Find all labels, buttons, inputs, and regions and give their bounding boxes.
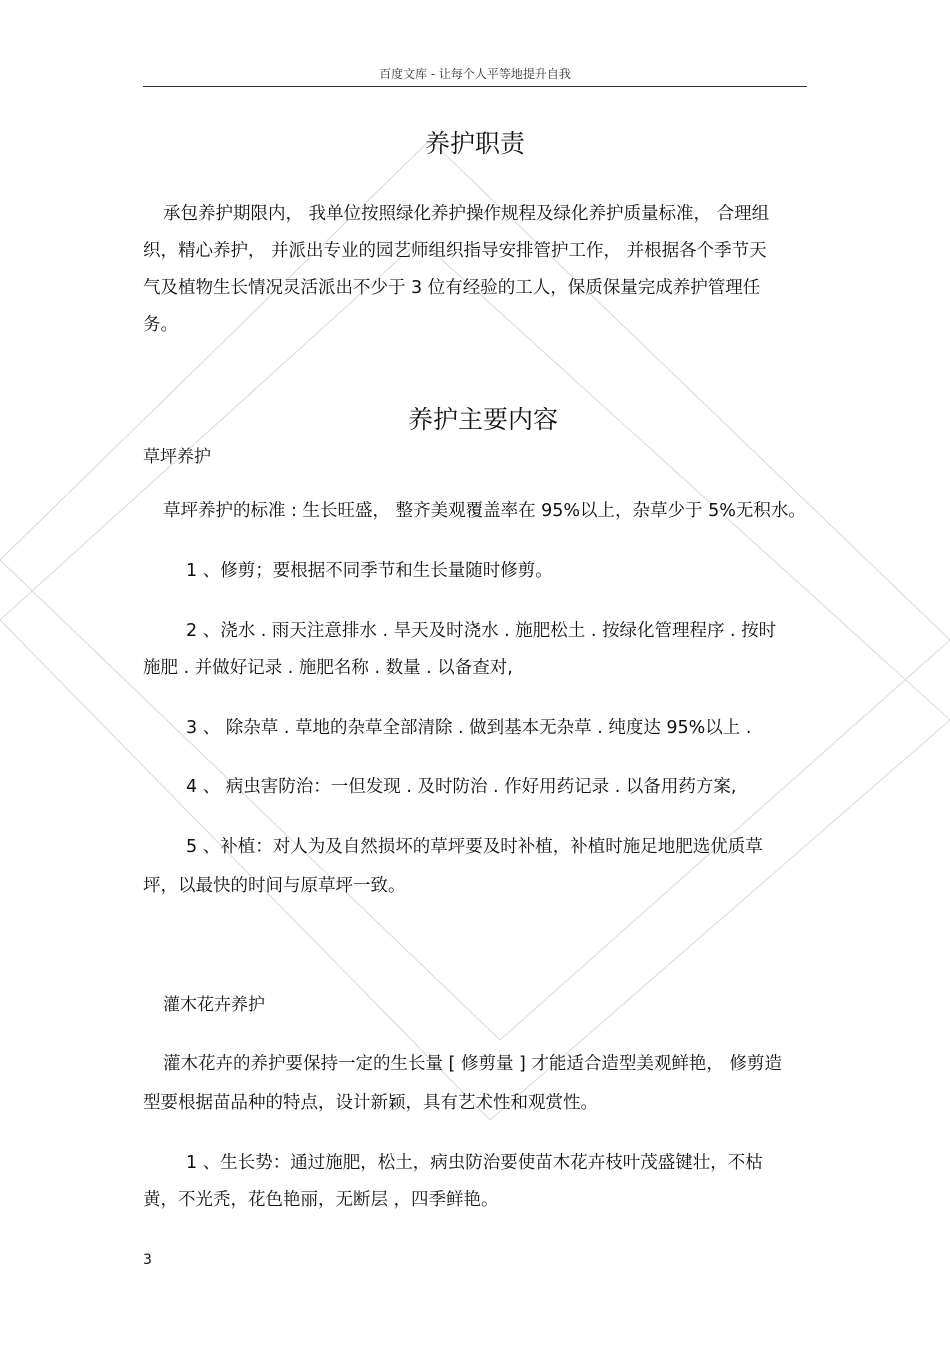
shrub-item-1: 1 、生长势：通过施肥，松土，病虫防治要使苗木花卉枝叶茂盛键壮，不枯 (186, 1153, 763, 1173)
lawn-item-5-cont: 坪，以最快的时间与原草坪一致。 (143, 876, 406, 896)
page-number: 3 (143, 1252, 152, 1268)
lawn-item-3: 3 、 除杂草 . 草地的杂草全部清除 . 做到基本无杂草 . 纯度达 95%以上 . (186, 718, 752, 738)
shrub-heading: 灌木花卉养护 (163, 995, 265, 1015)
lawn-item-1: 1 、修剪；要根据不同季节和生长量随时修剪。 (186, 561, 553, 581)
header-text: 百度文库 - 让每个人平等地提升自我 (379, 67, 571, 81)
shrub-intro-line-2: 型要根据苗品种的特点，设计新颖，具有艺术性和观赏性。 (143, 1093, 598, 1113)
shrub-intro-line-1: 灌木花卉的养护要保持一定的生长量 [ 修剪量 ] 才能适合造型美观鲜艳， 修剪造 (163, 1054, 782, 1074)
lawn-item-4: 4 、 病虫害防治：一但发现 . 及时防治 . 作好用药记录 . 以备用药方案, (186, 777, 737, 797)
intro-line-1: 承包养护期限内， 我单位按照绿化养护操作规程及绿化养护质量标准， 合理组 (163, 204, 770, 224)
header-divider (143, 86, 807, 87)
shrub-item-1-cont: 黄，不光秃，花色艳丽，无断层 ，四季鲜艳。 (143, 1190, 499, 1210)
intro-line-4: 务。 (143, 315, 178, 335)
lawn-heading: 草坪养护 (143, 447, 211, 467)
lawn-item-2-cont: 施肥 . 并做好记录 . 施肥名称 . 数量 . 以备查对, (143, 658, 513, 678)
lawn-item-5: 5 、补植：对人为及自然损坏的草坪要及时补植，补植时施足地肥选优质草 (186, 837, 763, 857)
lawn-item-2: 2 、浇水 . 雨天注意排水 . 旱天及时浇水 . 施肥松土 . 按绿化管理程序 . 按时 (186, 621, 777, 641)
lawn-standard: 草坪养护的标准 : 生长旺盛， 整齐美观覆盖率在 95%以上，杂草少于 5%无积水。 (163, 501, 806, 521)
section-title-main-content: 养护主要内容 (407, 405, 558, 434)
intro-line-3: 气及植物生长情况灵活派出不少于 3 位有经验的工人，保质保量完成养护管理任 (143, 278, 761, 298)
section-title-responsibilities: 养护职责 (424, 129, 525, 158)
intro-line-2: 织，精心养护， 并派出专业的园艺师组织指导安排管护工作， 并根据各个季节天 (143, 241, 767, 261)
